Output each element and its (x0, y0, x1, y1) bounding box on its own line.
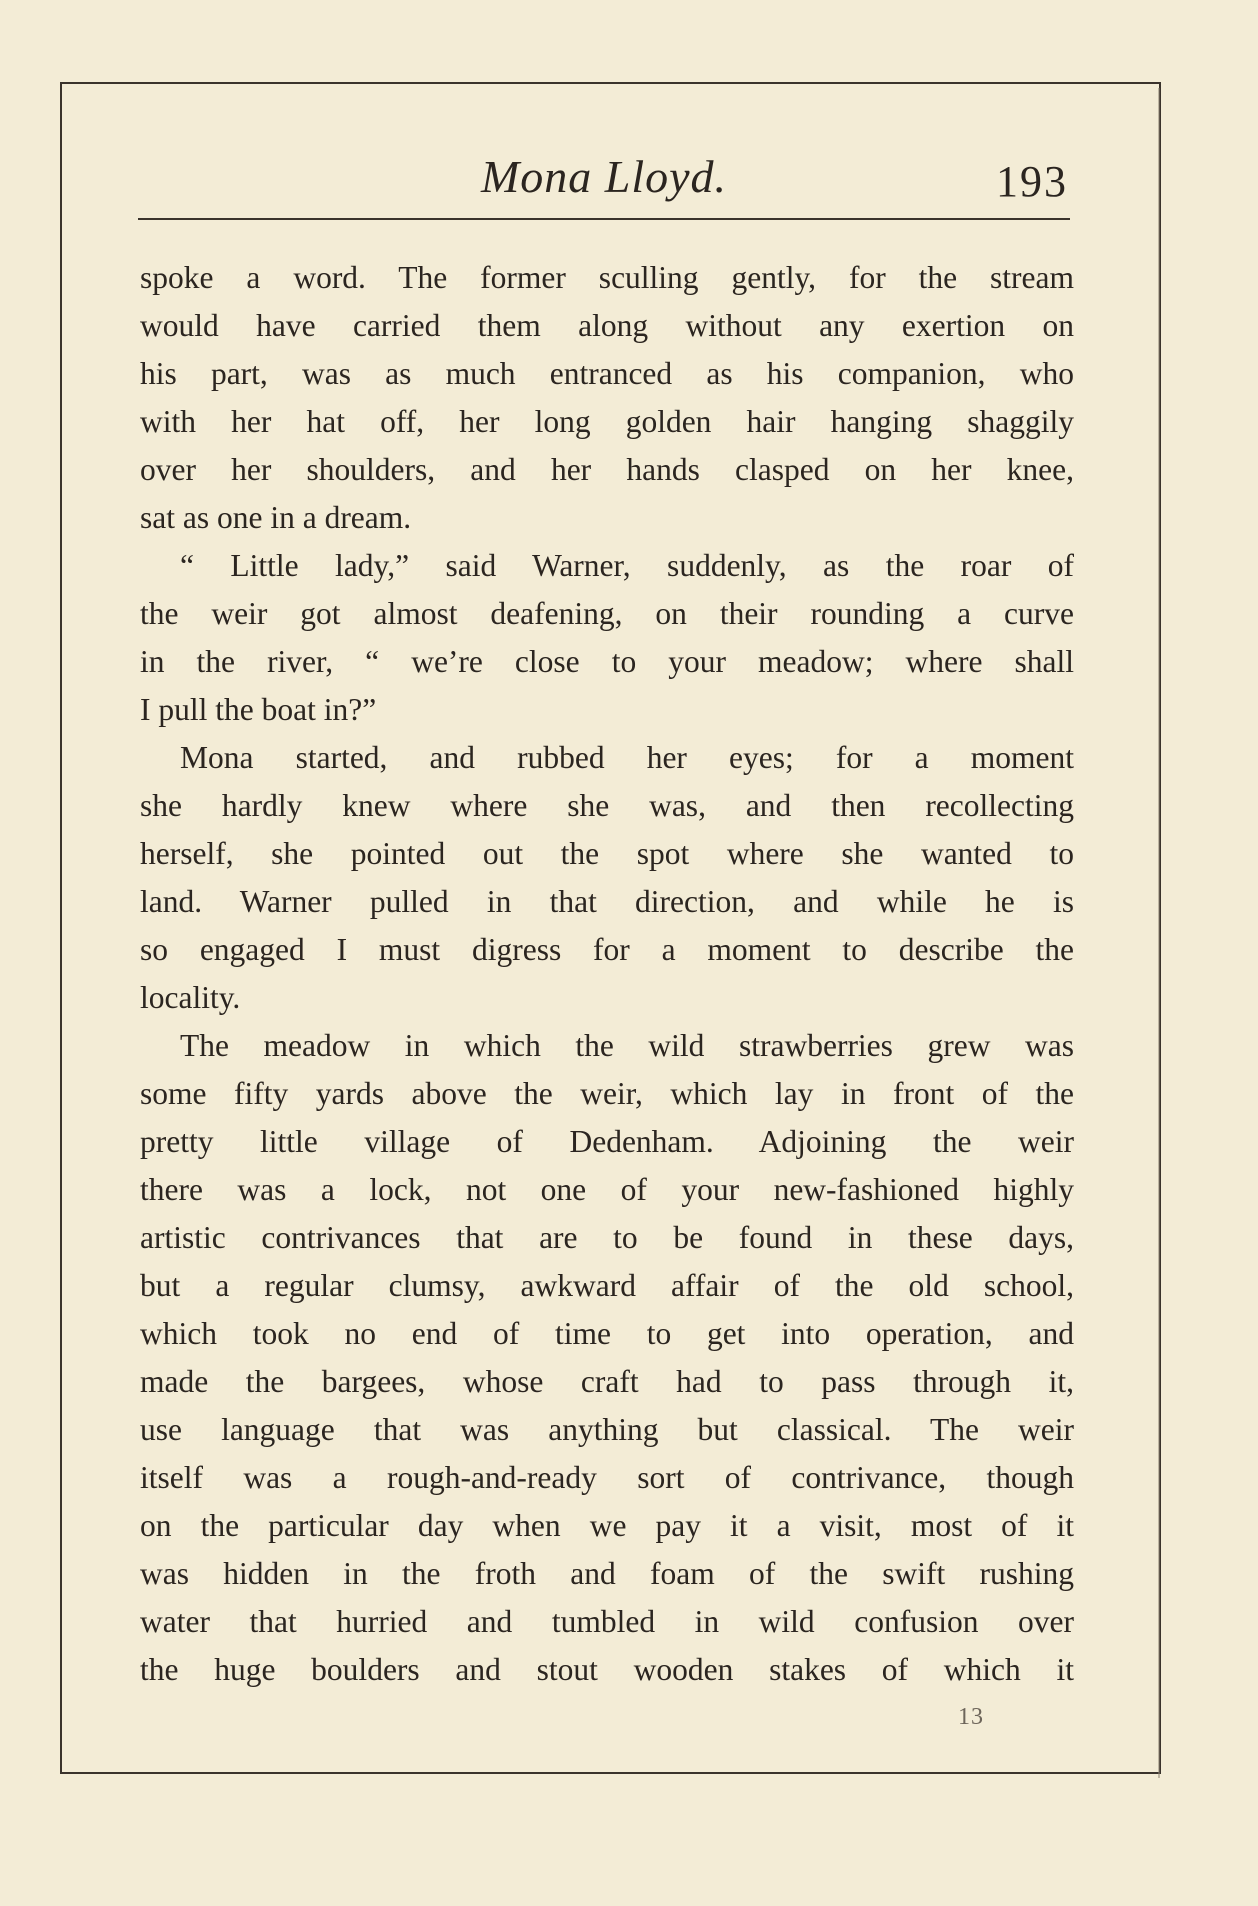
text-line: but a regular clumsy, awkward affair of the old school, (140, 1268, 1074, 1303)
text-line: would have carried them along without any exertion on (140, 308, 1074, 343)
text-line: Mona started, and rubbed her eyes; for a moment (180, 740, 1074, 775)
text-line: use language that was anything but classical. The weir (140, 1412, 1074, 1447)
running-head (138, 148, 1070, 218)
text-line: so engaged I must digress for a moment to describe the (140, 932, 1074, 967)
text-line: there was a lock, not one of your new-fashioned highly (140, 1172, 1074, 1207)
text-line: “ Little lady,” said Warner, suddenly, as the roar of (180, 548, 1074, 583)
body-text (140, 254, 1074, 1694)
running-title: Mona Lloyd. (480, 151, 728, 202)
text-line: pretty little village of Dedenham. Adjoining the weir (140, 1124, 1074, 1159)
text-line: was hidden in the froth and foam of the swift rushing (140, 1556, 1074, 1591)
text-line: with her hat off, her long golden hair hanging shaggily (140, 404, 1074, 439)
text-line: I pull the boat in?” (140, 692, 377, 727)
text-line: his part, was as much entranced as his companion, who (140, 356, 1074, 391)
signature-mark: 13 (958, 1704, 984, 1730)
text-line: itself was a rough-and-ready sort of contrivance, though (140, 1460, 1074, 1495)
text-line: land. Warner pulled in that direction, and while he is (140, 884, 1074, 919)
text-line: water that hurried and tumbled in wild confusion over (140, 1604, 1074, 1639)
text-line: the weir got almost deafening, on their rounding a curve (140, 596, 1074, 631)
text-line: herself, she pointed out the spot where she wanted to (140, 836, 1074, 871)
text-line: made the bargees, whose craft had to pass through it, (140, 1364, 1074, 1399)
text-line: The meadow in which the wild strawberries grew was (180, 1028, 1074, 1063)
text-line: artistic contrivances that are to be found in these days, (140, 1220, 1074, 1255)
text-line: spoke a word. The former sculling gently, for the stream (140, 260, 1074, 295)
text-line: on the particular day when we pay it a visit, most of it (140, 1508, 1074, 1543)
text-line: the huge boulders and stout wooden stakes of which it (140, 1652, 1074, 1687)
header-rule (138, 218, 1070, 220)
text-line: sat as one in a dream. (140, 500, 412, 535)
text-line: some fifty yards above the weir, which lay in front of the (140, 1076, 1074, 1111)
page-border-shadow (1158, 88, 1160, 1778)
text-line: she hardly knew where she was, and then recollecting (140, 788, 1074, 823)
text-line: which took no end of time to get into operation, and (140, 1316, 1074, 1351)
text-line: locality. (140, 980, 241, 1015)
page-number: 193 (996, 157, 1068, 206)
text-line: in the river, “ we’re close to your meadow; where shall (140, 644, 1074, 679)
text-line: over her shoulders, and her hands clasped on her knee, (140, 452, 1074, 487)
